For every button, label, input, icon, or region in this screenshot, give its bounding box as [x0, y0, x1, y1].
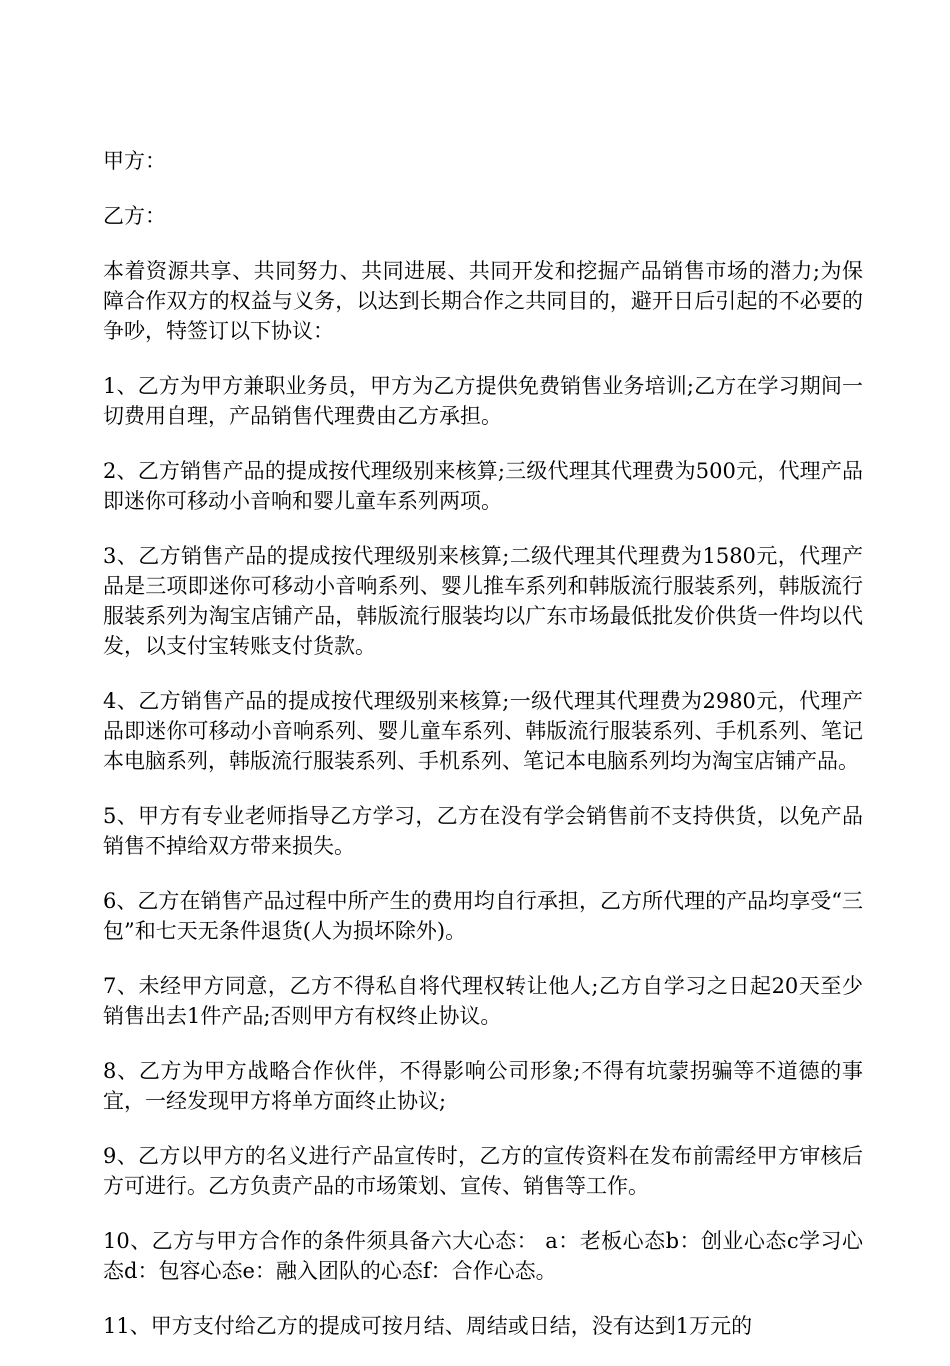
party-b-label: 乙方：: [103, 204, 166, 228]
clause-7: 7、未经甲方同意，乙方不得私自将代理权转让他人;乙方自学习之日起20天至少销售出去1件产品;否则甲方有权终止协议。: [103, 974, 863, 1028]
clause-1: 1、乙方为甲方兼职业务员，甲方为乙方提供免费销售业务培训;乙方在学习期间一切费用自理，产品销售代理费由乙方承担。: [103, 374, 863, 428]
clause-5: 5、甲方有专业老师指导乙方学习，乙方在没有学会销售前不支持供货，以免产品销售不掉给双方带来损失。: [103, 804, 863, 858]
clause-4: 4、乙方销售产品的提成按代理级别来核算;一级代理其代理费为2980元，代理产品即迷你可移动小音响系列、婴儿童车系列、韩版流行服装系列、手机系列、笔记本电脑系列，韩版流行服装系列、手机系列、笔记本电脑系列均为淘宝店铺产品。: [103, 689, 863, 773]
clause-2: 2、乙方销售产品的提成按代理级别来核算;三级代理其代理费为500元，代理产品即迷你可移动小音响和婴儿童车系列两项。: [103, 459, 863, 513]
clause-11: 11、甲方支付给乙方的提成可按月结、周结或日结，没有达到1万元的: [103, 1314, 753, 1338]
clause-10: 10、乙方与甲方合作的条件须具备六大心态： a：老板心态b：创业心态c学习心态d：包容心态e：融入团队的心态f：合作心态。: [103, 1229, 863, 1283]
clause-6: 6、乙方在销售产品过程中所产生的费用均自行承担，乙方所代理的产品均享受“三包”和七天无条件退货(人为损坏除外)。: [103, 889, 863, 943]
clause-9: 9、乙方以甲方的名义进行产品宣传时，乙方的宣传资料在发布前需经甲方审核后方可进行。乙方负责产品的市场策划、宣传、销售等工作。: [103, 1144, 863, 1198]
contract-page: [103, 146, 863, 1366]
preamble-paragraph: 本着资源共享、共同努力、共同进展、共同开发和挖掘产品销售市场的潜力;为保障合作双方的权益与义务，以达到长期合作之共同目的，避开日后引起的不必要的争吵，特签订以下协议：: [103, 259, 863, 343]
clause-3: 3、乙方销售产品的提成按代理级别来核算;二级代理其代理费为1580元，代理产品是三项即迷你可移动小音响系列、婴儿推车系列和韩版流行服装系列，韩版流行服装系列为淘宝店铺产品，韩版流行服装均以广东市场最低批发价供货一件均以代发，以支付宝转账支付货款。: [103, 544, 863, 658]
party-a-label: 甲方：: [103, 149, 166, 173]
clause-8: 8、乙方为甲方战略合作伙伴，不得影响公司形象;不得有坑蒙拐骗等不道德的事宜，一经发现甲方将单方面终止协议;: [103, 1059, 863, 1113]
